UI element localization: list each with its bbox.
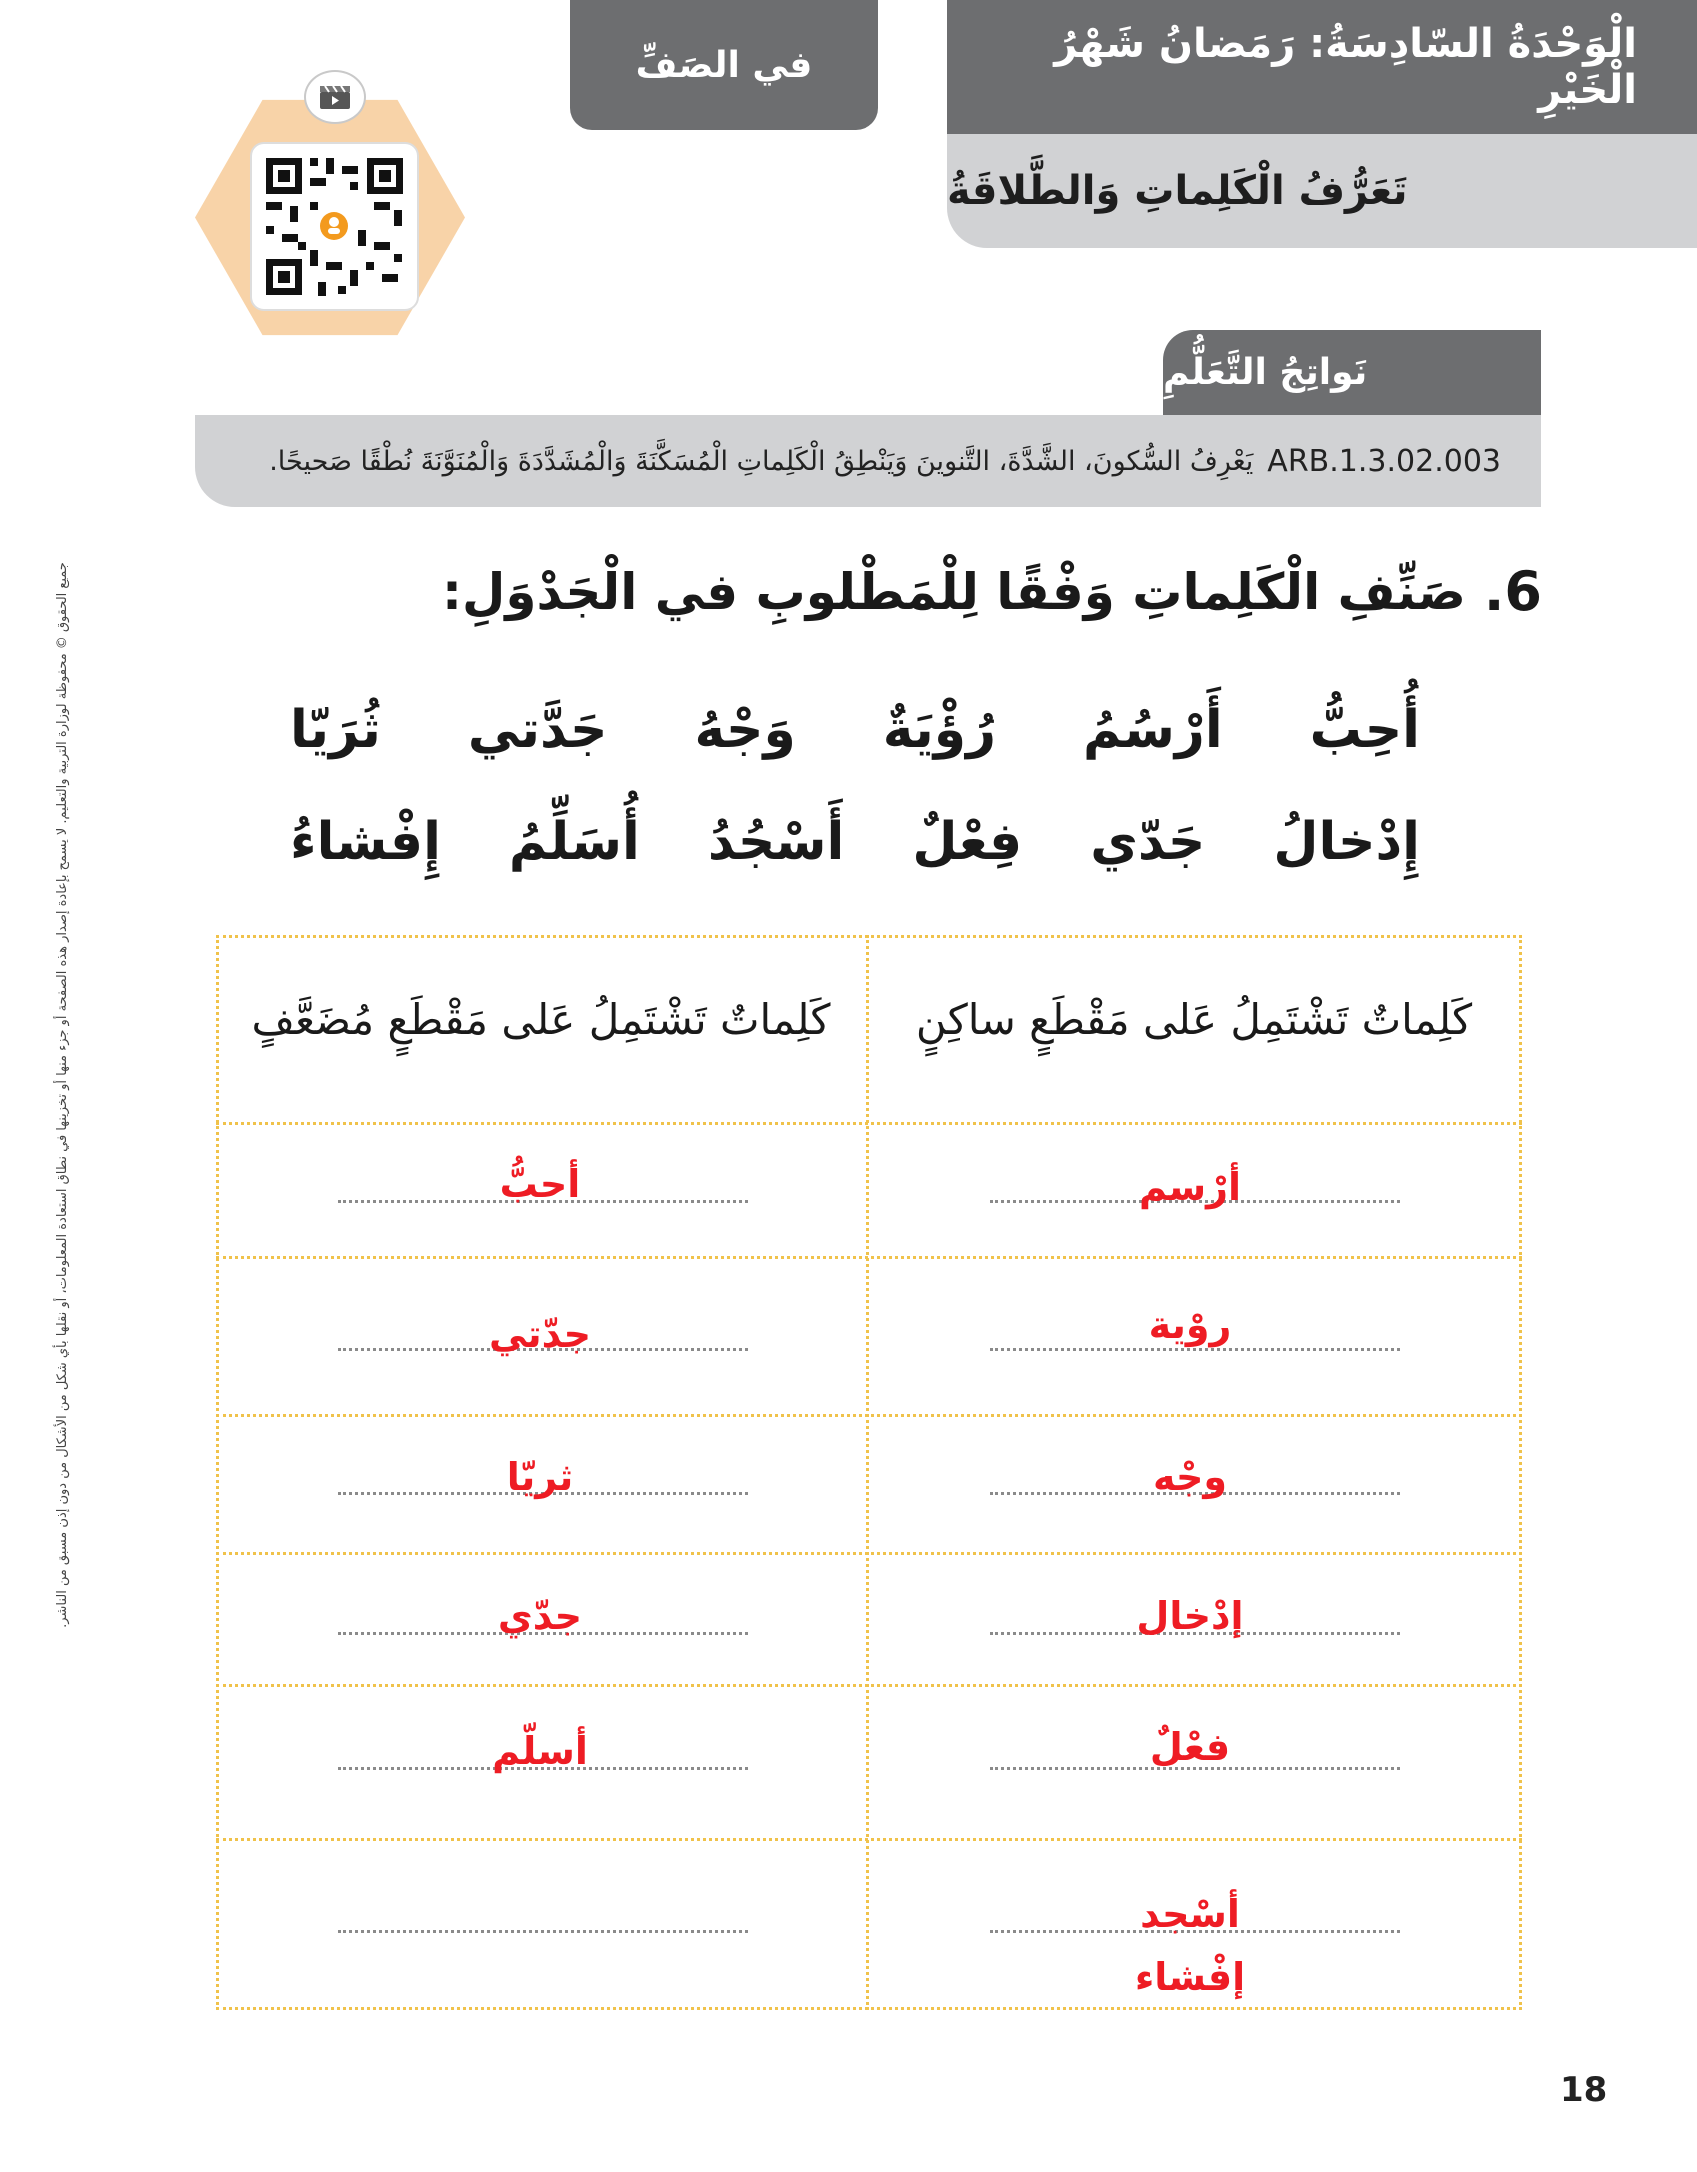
word-bank-row-1 [290, 700, 1420, 790]
classification-table [216, 935, 1522, 2010]
column-header-shadda: كَلِماتٌ تَشْتَمِلُ عَلى مَقْطَعٍ مُضَعَّفٍ [251, 995, 831, 1044]
answer-sukun: إفْشاء [1134, 1955, 1246, 1999]
qr-code-icon [252, 144, 417, 309]
answer-sukun: وجْه [1152, 1455, 1228, 1499]
in-class-tab: في الصَفِّ [570, 0, 878, 130]
answer-sukun: إدْخال [1136, 1594, 1244, 1638]
word-item: أُحِبُّ [1309, 700, 1420, 760]
lesson-title: تَعَرُّفُ الْكَلِماتِ وَالطَّلاقَةُ [947, 134, 1697, 248]
word-item: أُسَلِّمُ [508, 812, 640, 872]
video-clapper-icon[interactable] [304, 70, 366, 124]
table-row-divider [216, 1414, 1522, 1417]
answer-sukun: أسْجد [1140, 1892, 1240, 1936]
answer-shadda: أسلّم [492, 1729, 588, 1773]
answer-shadda: جدّي [497, 1594, 583, 1638]
page-number: 18 [1560, 2070, 1608, 2110]
table-row-divider [216, 1838, 1522, 1841]
answer-line [990, 1348, 1400, 1351]
answer-line [338, 1930, 748, 1933]
question-number: 6. [1483, 560, 1542, 623]
word-item: إِفْشاءُ [290, 812, 441, 872]
table-row-divider [216, 1552, 1522, 1555]
qr-code[interactable] [250, 142, 419, 311]
word-item: أَرْسُمُ [1083, 700, 1223, 760]
table-column-divider [866, 935, 869, 2010]
word-item: جَدَّتي [467, 700, 608, 760]
column-header-sukun: كَلِماتٌ تَشْتَمِلُ عَلى مَقْطَعٍ ساكِنٍ [915, 995, 1473, 1044]
answer-shadda: جدّتي [488, 1312, 592, 1356]
word-item: جَدّي [1090, 812, 1206, 872]
answer-sukun: فعْلٌ [1149, 1725, 1231, 1769]
word-item: أَسْجُدُ [707, 812, 845, 872]
question-6 [442, 560, 1542, 623]
learning-outcomes-heading: نَواتِجُ التَّعَلُّمِ [1163, 330, 1541, 415]
word-item: إِدْخالُ [1273, 812, 1420, 872]
answer-sukun: أرْسم [1138, 1165, 1242, 1209]
unit-title: الْوَحْدَةُ السّادِسَةُ: رَمَضانُ شَهْرُ الْخَيْرِ [947, 0, 1697, 134]
question-text: صَنِّفِ الْكَلِماتِ وَفْقًا لِلْمَطْلوبِ في الْجَدْوَلِ: [442, 562, 1466, 621]
table-row-divider [216, 1256, 1522, 1259]
answer-sukun: روْية [1148, 1303, 1232, 1347]
word-item: فِعْلٌ [912, 812, 1023, 872]
outcome-text: يَعْرِفُ السُّكونَ، الشَّدَّةَ، التَّنوينَ وَيَنْطِقُ الْكَلِماتِ الْمُسَكَّنَةَ وَالْمُشَدَّدَةَ وَالْمُنَوَّنَةَ نُطْقًا صَحيحًا. [269, 445, 1254, 477]
outcome-code: ARB.1.3.02.003 [1267, 443, 1501, 479]
table-row-divider [216, 1122, 1522, 1125]
word-bank-row-2 [290, 812, 1420, 902]
word-item: وَجْهُ [694, 700, 796, 760]
answer-shadda: ثريّا [506, 1455, 574, 1499]
copyright-note: جميع الحقوق © محفوظة لوزارة التربية والتعليم. لا يسمح بإعادة إصدار هذه الصفحة أو جزء منها أو تخزينها في نطاق استعادة المعلومات، أو نقلها بأي شكل من الأشكال من دون إذن مسبق من الناشر. [55, 562, 70, 1628]
word-item: ثُرَيّا [290, 700, 381, 760]
learning-outcomes-bar [195, 415, 1541, 507]
table-row-divider [216, 1684, 1522, 1687]
word-item: رُؤْيَةٌ [882, 700, 997, 760]
answer-shadda: أحبُّ [499, 1162, 581, 1206]
